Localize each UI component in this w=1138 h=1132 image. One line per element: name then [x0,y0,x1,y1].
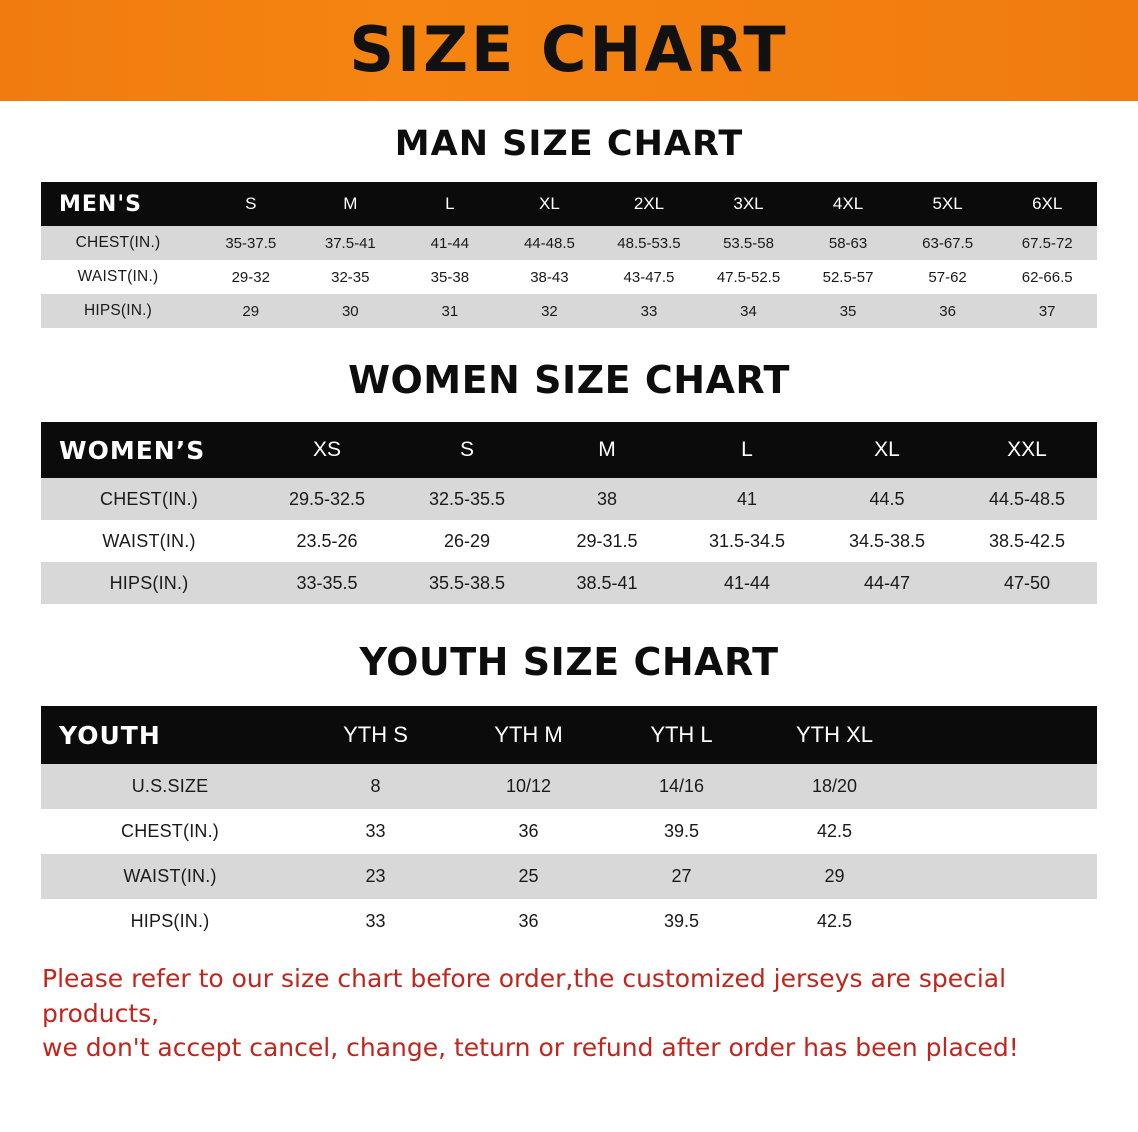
row-label: CHEST(IN.) [41,226,201,260]
table-row [41,899,1097,944]
table-cell: 31 [400,294,500,328]
table-cell: 53.5-58 [699,226,799,260]
table-row [41,854,1097,899]
man-size-table-wrapper [41,182,1097,328]
table-cell: 37 [997,294,1097,328]
women-size-table [41,422,1097,604]
table-cell: 34 [699,294,799,328]
women-size-header: S [397,422,537,478]
table-cell-spacer [911,809,1097,854]
women-size-header: L [677,422,817,478]
table-cell-spacer [911,899,1097,944]
table-cell: 58-63 [798,226,898,260]
table-header-row [41,182,1097,226]
table-row [41,478,1097,520]
table-cell: 35-37.5 [201,226,301,260]
table-cell: 39.5 [605,899,758,944]
table-cell: 29 [758,854,911,899]
table-row [41,226,1097,260]
table-cell: 63-67.5 [898,226,998,260]
table-cell: 32-35 [301,260,401,294]
women-size-header: XS [257,422,397,478]
table-cell: 44.5-48.5 [957,478,1097,520]
table-cell: 41-44 [677,562,817,604]
row-label: WAIST(IN.) [41,854,299,899]
table-cell: 47.5-52.5 [699,260,799,294]
table-cell: 44.5 [817,478,957,520]
table-row [41,809,1097,854]
row-label: CHEST(IN.) [41,809,299,854]
youth-corner-label: YOUTH [41,706,299,764]
youth-size-table [41,706,1097,944]
youth-size-header: YTH L [605,706,758,764]
row-label: HIPS(IN.) [41,899,299,944]
youth-header-spacer [911,706,1097,764]
policy-note-line-2: we don't accept cancel, change, teturn or refund after order has been placed! [42,1033,1019,1062]
table-cell: 36 [452,899,605,944]
table-cell: 30 [301,294,401,328]
man-size-header: S [201,182,301,226]
policy-note [36,962,1102,1066]
women-size-table-wrapper [41,422,1097,604]
table-cell: 52.5-57 [798,260,898,294]
table-row [41,520,1097,562]
table-cell: 38-43 [500,260,600,294]
table-cell: 43-47.5 [599,260,699,294]
women-size-header: M [537,422,677,478]
table-cell: 32.5-35.5 [397,478,537,520]
man-size-header: L [400,182,500,226]
table-cell: 62-66.5 [997,260,1097,294]
row-label: HIPS(IN.) [41,562,257,604]
row-label: WAIST(IN.) [41,520,257,562]
table-cell: 35-38 [400,260,500,294]
table-cell: 18/20 [758,764,911,809]
women-section-heading: WOMEN SIZE CHART [348,358,790,402]
row-label: U.S.SIZE [41,764,299,809]
youth-size-header: YTH XL [758,706,911,764]
man-size-header: 3XL [699,182,799,226]
man-size-header: 6XL [997,182,1097,226]
table-cell: 25 [452,854,605,899]
table-cell: 27 [605,854,758,899]
women-corner-label: WOMEN’S [41,422,257,478]
table-cell: 26-29 [397,520,537,562]
table-row [41,764,1097,809]
table-cell: 47-50 [957,562,1097,604]
man-corner-label: MEN'S [41,182,201,226]
table-row [41,294,1097,328]
table-cell: 37.5-41 [301,226,401,260]
youth-size-header: YTH M [452,706,605,764]
banner-title: SIZE CHART [349,12,789,86]
table-cell: 57-62 [898,260,998,294]
man-section-heading: MAN SIZE CHART [394,124,744,164]
table-cell: 29-31.5 [537,520,677,562]
table-cell: 42.5 [758,899,911,944]
table-header-row [41,706,1097,764]
table-cell-spacer [911,764,1097,809]
women-size-header: XXL [957,422,1097,478]
table-cell: 36 [898,294,998,328]
row-label: HIPS(IN.) [41,294,201,328]
table-cell: 10/12 [452,764,605,809]
table-cell: 67.5-72 [997,226,1097,260]
table-cell: 33 [299,809,452,854]
policy-note-line-1: Please refer to our size chart before order,the customized jerseys are special products, [42,964,1007,1028]
table-cell-spacer [911,854,1097,899]
row-label: WAIST(IN.) [41,260,201,294]
table-cell: 42.5 [758,809,911,854]
man-size-table [41,182,1097,328]
table-cell: 23.5-26 [257,520,397,562]
table-cell: 29.5-32.5 [257,478,397,520]
table-cell: 33 [299,899,452,944]
table-cell: 33-35.5 [257,562,397,604]
table-cell: 29 [201,294,301,328]
table-header-row [41,422,1097,478]
table-cell: 8 [299,764,452,809]
table-cell: 31.5-34.5 [677,520,817,562]
table-cell: 34.5-38.5 [817,520,957,562]
table-cell: 41 [677,478,817,520]
youth-size-header: YTH S [299,706,452,764]
table-cell: 35.5-38.5 [397,562,537,604]
table-cell: 36 [452,809,605,854]
table-cell: 48.5-53.5 [599,226,699,260]
table-cell: 38.5-42.5 [957,520,1097,562]
table-cell: 14/16 [605,764,758,809]
table-cell: 38 [537,478,677,520]
table-cell: 41-44 [400,226,500,260]
table-row [41,260,1097,294]
table-row [41,562,1097,604]
table-cell: 33 [599,294,699,328]
table-cell: 44-48.5 [500,226,600,260]
man-size-header: 5XL [898,182,998,226]
man-size-header: XL [500,182,600,226]
table-cell: 39.5 [605,809,758,854]
table-cell: 38.5-41 [537,562,677,604]
banner [0,0,1138,101]
table-cell: 23 [299,854,452,899]
table-cell: 32 [500,294,600,328]
youth-size-table-wrapper [41,706,1097,944]
row-label: CHEST(IN.) [41,478,257,520]
man-size-header: M [301,182,401,226]
youth-section-heading: YOUTH SIZE CHART [359,640,779,684]
man-size-header: 4XL [798,182,898,226]
table-cell: 35 [798,294,898,328]
man-size-header: 2XL [599,182,699,226]
table-cell: 29-32 [201,260,301,294]
table-cell: 44-47 [817,562,957,604]
women-size-header: XL [817,422,957,478]
